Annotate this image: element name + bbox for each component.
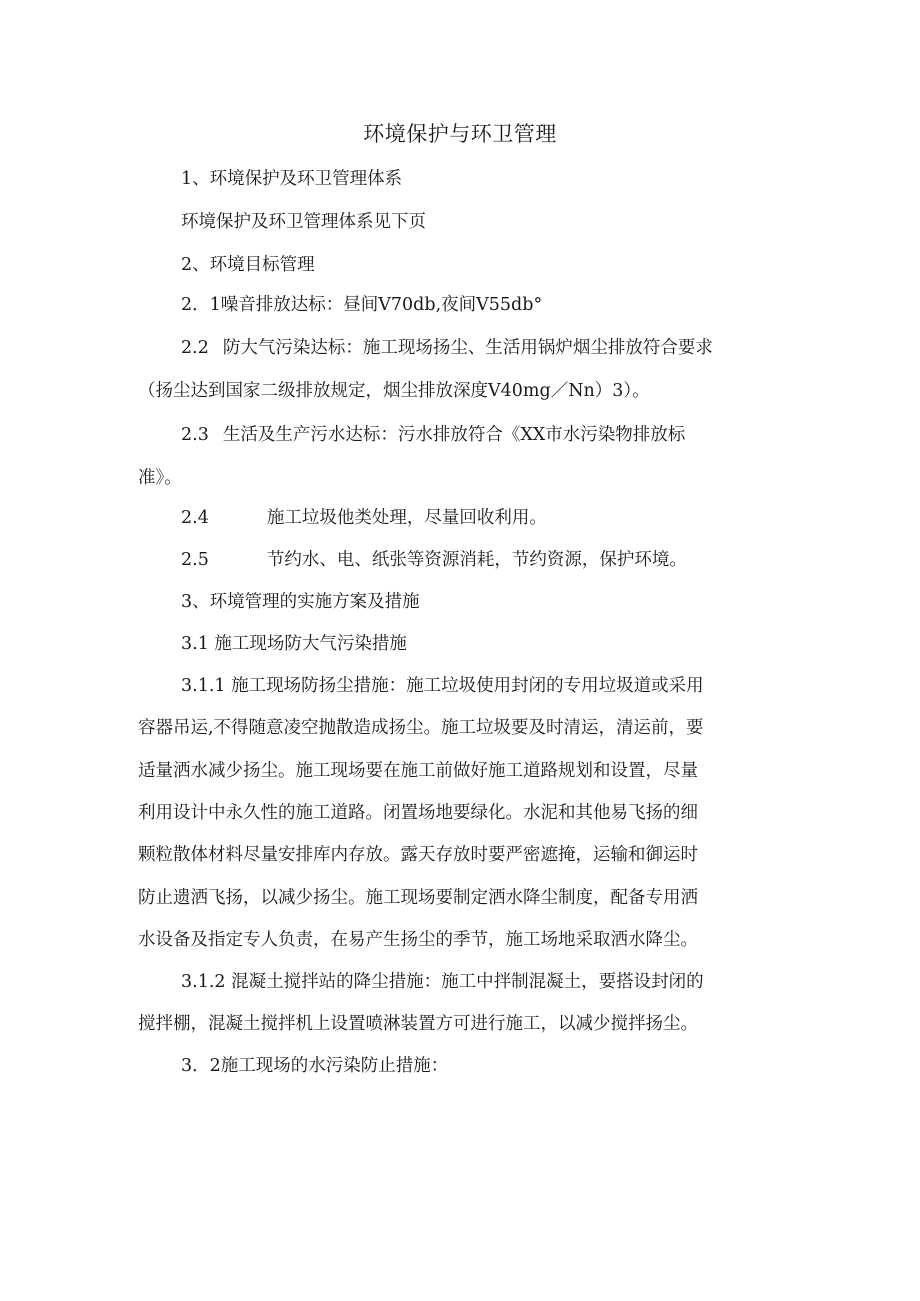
item-text: 防大气污染达标：施工现场扬尘、生活用锅炉烟尘排放符合要求 — [222, 338, 713, 358]
paragraph-water-target-line-1 — [138, 414, 831, 457]
item-number: 2.3 — [181, 425, 209, 445]
paragraph-dust-measures-line-2: 容器吊运,不得随意凌空抛散造成扬尘。施工垃圾要及时清运，清运前，要 — [138, 718, 704, 738]
paragraph-system-reference: 环境保护及环卫管理体系见下页 — [181, 212, 426, 232]
paragraph-noise-target: 2．1噪音排放达标：昼间V70db,夜间V55db° — [181, 295, 543, 315]
paragraph-mixing-station-line-1: 3.1.2 混凝土搅拌站的降尘措施：施工中拌制混凝土，要搭设封闭的 — [181, 972, 704, 992]
paragraph-mixing-station-line-2: 搅拌棚，混凝土搅拌机上设置喷淋装置方可进行施工，以减少搅拌扬尘。 — [138, 1014, 698, 1034]
paragraph-dust-measures-line-6: 防止遗洒飞扬，以减少扬尘。施工现场要制定洒水降尘制度，配备专用洒 — [138, 888, 698, 908]
paragraph-section-1-heading: 1、环境保护及环卫管理体系 — [181, 169, 403, 189]
paragraph-subsection-3-2-heading: 3．2施工现场的水污染防止措施： — [181, 1056, 449, 1076]
item-text: 节约水、电、纸张等资源消耗，节约资源，保护环境。 — [266, 550, 687, 570]
paragraph-resource-target — [138, 539, 831, 582]
document-title: 环境保护与环卫管理 — [363, 122, 557, 146]
item-text: 生活及生产污水达标：污水排放符合《XX市水污染物排放标 — [222, 425, 686, 445]
item-number: 2.4 — [181, 508, 209, 528]
paragraph-dust-measures-line-5: 颗粒散体材料尽量安排库内存放。露天存放时要严密遮掩，运输和御运时 — [138, 845, 698, 865]
paragraph-section-2-heading: 2、环境目标管理 — [181, 255, 315, 275]
item-number: 2.5 — [181, 550, 209, 570]
item-text: 施工垃圾他类处理，尽量回收利用。 — [266, 508, 547, 528]
paragraph-air-target-line-2: （扬尘达到国家二级排放规定，烟尘排放深度V40mg／Nn）3）。 — [138, 381, 650, 401]
paragraph-waste-target — [138, 497, 831, 540]
paragraph-water-target-line-2: 准》。 — [138, 468, 182, 488]
item-number: 2.2 — [181, 338, 209, 358]
paragraph-subsection-3-1-heading: 3.1 施工现场防大气污染措施 — [181, 634, 407, 654]
paragraph-dust-measures-line-1: 3.1.1 施工现场防扬尘措施：施工垃圾使用封闭的专用垃圾道或采用 — [181, 676, 704, 696]
paragraph-dust-measures-line-7: 水设备及指定专人负责，在易产生扬尘的季节，施工场地采取洒水降尘。 — [138, 930, 698, 950]
paragraph-dust-measures-line-3: 适量洒水减少扬尘。施工现场要在施工前做好施工道路规划和设置，尽量 — [138, 761, 698, 781]
paragraph-air-target-line-1 — [138, 327, 831, 370]
paragraph-dust-measures-line-4: 利用设计中永久性的施工道路。闭置场地要绿化。水泥和其他易飞扬的细 — [138, 803, 698, 823]
paragraph-section-3-heading: 3、环境管理的实施方案及措施 — [181, 592, 420, 612]
